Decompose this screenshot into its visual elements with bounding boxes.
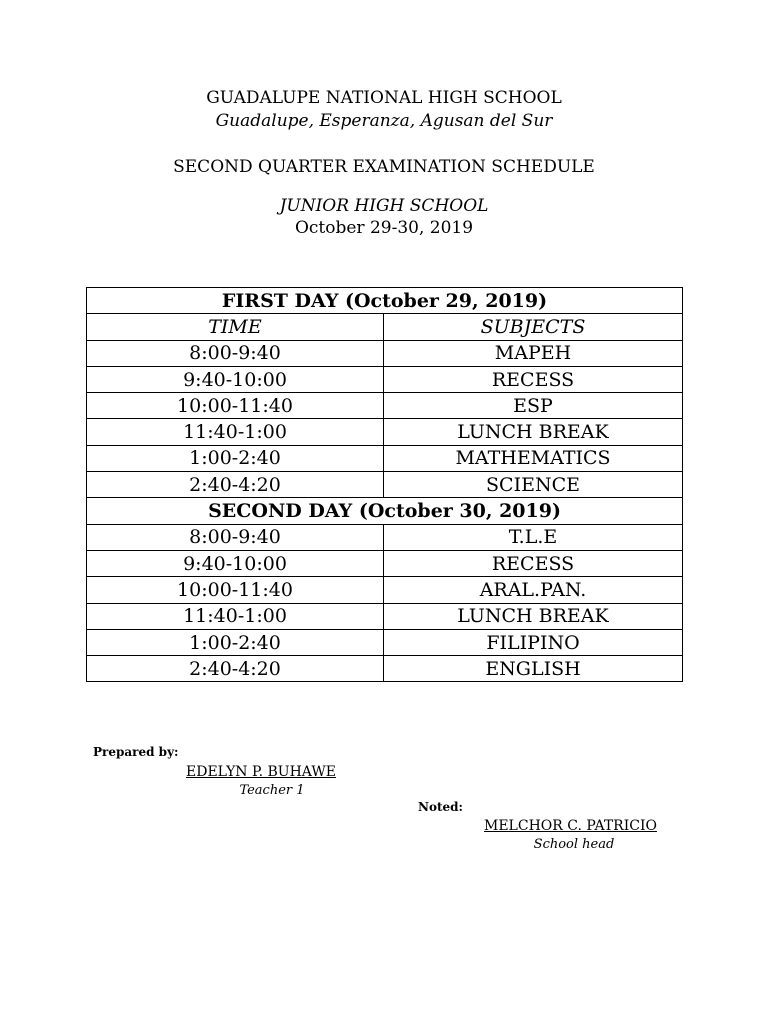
day-header-row	[87, 288, 683, 314]
time-cell: 2:40-4:20	[87, 656, 384, 682]
table-row	[87, 445, 683, 471]
exam-schedule-table	[86, 287, 683, 682]
table-row	[87, 629, 683, 655]
table-row	[87, 419, 683, 445]
document-title: SECOND QUARTER EXAMINATION SCHEDULE	[173, 157, 595, 177]
subject-cell: ESP	[384, 393, 683, 419]
subject-cell: LUNCH BREAK	[384, 603, 683, 629]
subject-cell: ENGLISH	[384, 656, 683, 682]
subject-cell: MATHEMATICS	[384, 445, 683, 471]
subject-cell: RECESS	[384, 366, 683, 392]
subjects-column-header: SUBJECTS	[384, 314, 683, 340]
noter-role: School head	[533, 837, 615, 852]
table-row	[87, 550, 683, 576]
subject-cell: LUNCH BREAK	[384, 419, 683, 445]
time-cell: 2:40-4:20	[87, 472, 384, 498]
time-cell: 8:00-9:40	[87, 524, 384, 550]
time-cell: 1:00-2:40	[87, 445, 384, 471]
subject-cell: SCIENCE	[384, 472, 683, 498]
table-row	[87, 472, 683, 498]
subject-cell: T.L.E	[384, 524, 683, 550]
school-name: GUADALUPE NATIONAL HIGH SCHOOL	[206, 88, 562, 108]
table-row	[87, 603, 683, 629]
noter-name: MELCHOR C. PATRICIO	[484, 818, 657, 834]
noted-by-label: Noted:	[418, 800, 463, 814]
day-header: FIRST DAY (October 29, 2019)	[87, 288, 683, 314]
preparer-name: EDELYN P. BUHAWE	[186, 764, 336, 780]
prepared-by-label: Prepared by:	[93, 745, 179, 759]
column-header-row	[87, 314, 683, 340]
time-cell: 9:40-10:00	[87, 550, 384, 576]
time-cell: 10:00-11:40	[87, 393, 384, 419]
school-address: Guadalupe, Esperanza, Agusan del Sur	[215, 111, 553, 131]
subject-cell: ARAL.PAN.	[384, 577, 683, 603]
table-row	[87, 366, 683, 392]
table-row	[87, 577, 683, 603]
preparer-role: Teacher 1	[239, 783, 305, 798]
table-row	[87, 656, 683, 682]
time-cell: 1:00-2:40	[87, 629, 384, 655]
time-cell: 11:40-1:00	[87, 419, 384, 445]
time-cell: 9:40-10:00	[87, 366, 384, 392]
time-cell: 8:00-9:40	[87, 340, 384, 366]
subject-cell: MAPEH	[384, 340, 683, 366]
subject-cell: RECESS	[384, 550, 683, 576]
table-row	[87, 393, 683, 419]
table-row	[87, 524, 683, 550]
grade-level: JUNIOR HIGH SCHOOL	[279, 196, 489, 216]
day-header-row	[87, 498, 683, 524]
exam-dates: October 29-30, 2019	[294, 218, 474, 238]
day-header: SECOND DAY (October 30, 2019)	[87, 498, 683, 524]
subject-cell: FILIPINO	[384, 629, 683, 655]
time-cell: 11:40-1:00	[87, 603, 384, 629]
time-column-header: TIME	[87, 314, 384, 340]
time-cell: 10:00-11:40	[87, 577, 384, 603]
table-row	[87, 340, 683, 366]
